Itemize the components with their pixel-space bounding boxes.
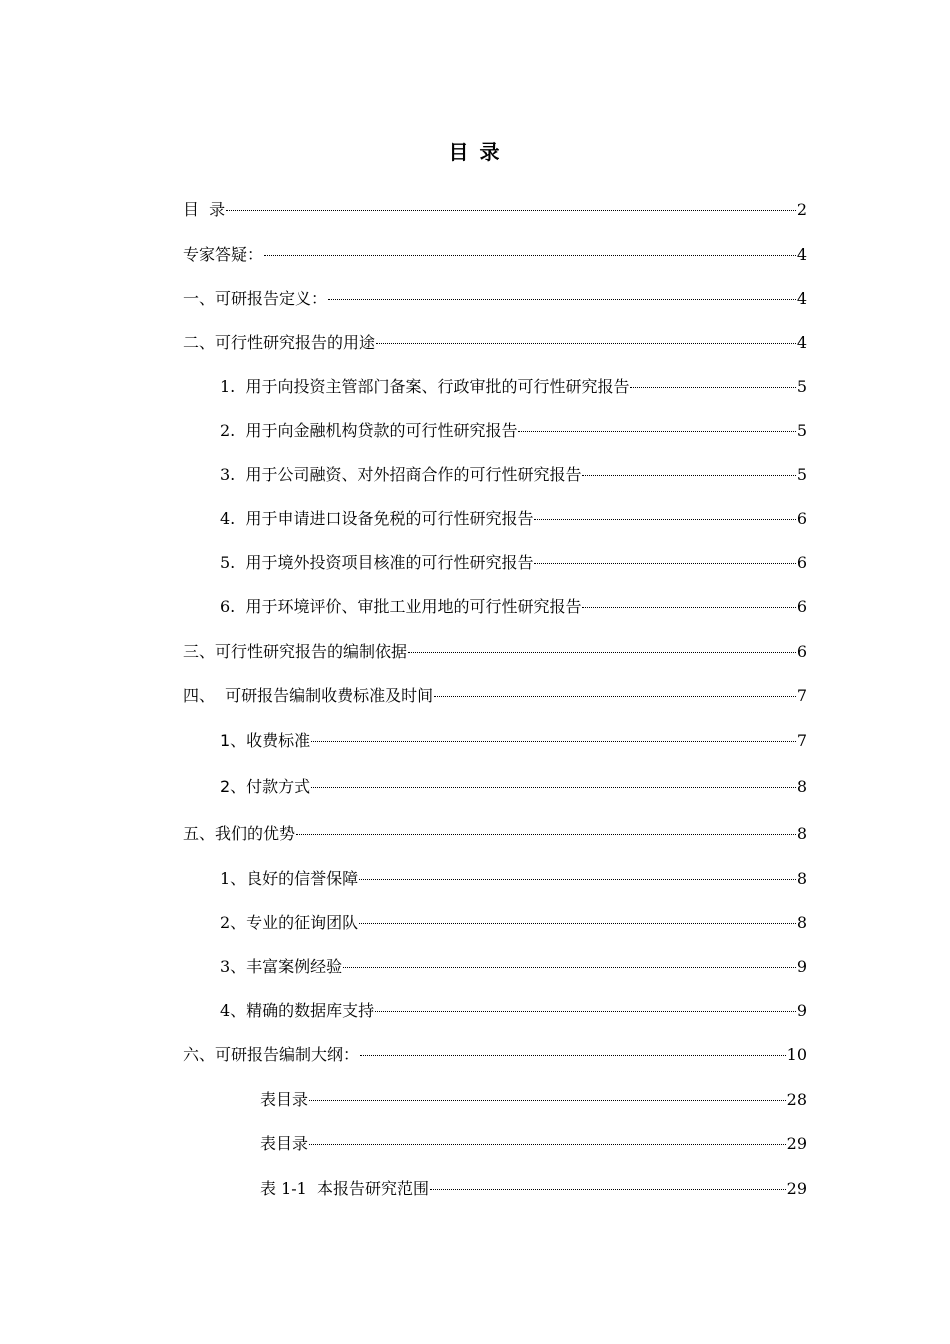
toc-entry-page: 7 [796,686,807,705]
toc-entry-label: 5. 用于境外投资项目核准的可行性研究报告 [220,553,534,572]
toc-entry[interactable] [183,684,807,708]
toc-leader-dots [518,431,795,432]
toc-entry-label: 4、精确的数据库支持 [220,1001,375,1020]
toc-leader-dots [360,1055,786,1056]
toc-entry-page: 5 [796,421,807,440]
toc-leader-dots [359,923,796,924]
toc-leader-dots [309,1144,786,1145]
toc-leader-dots [328,299,796,300]
toc-entry-label: 二、可行性研究报告的用途 [183,333,376,352]
toc-entry-page: 28 [786,1090,807,1109]
toc-entry-page: 6 [796,597,807,616]
toc-leader-dots [534,519,795,520]
toc-leader-dots [311,787,796,788]
toc-entry[interactable] [220,867,807,891]
toc-entry-page: 9 [796,1001,807,1020]
toc-entry-page: 8 [796,824,807,843]
toc-leader-dots [630,387,795,388]
toc-entry[interactable] [260,1088,807,1112]
toc-entry-page: 7 [796,731,807,750]
toc-entry-label: 五、我们的优势 [183,824,296,843]
toc-entry[interactable] [220,729,807,753]
toc-entry-label: 1、良好的信誉保障 [220,869,359,888]
toc-entry[interactable] [260,1132,807,1156]
toc-entry-page: 4 [796,289,807,308]
toc-entry-page: 5 [796,377,807,396]
toc-entry[interactable] [220,551,807,575]
toc-entry-label: 四、 可研报告编制收费标准及时间 [183,686,434,705]
toc-entry-label: 三、可行性研究报告的编制依据 [183,642,408,661]
toc-leader-dots [582,607,795,608]
toc-entry-label: 表 1-1 本报告研究范围 [260,1179,430,1198]
toc-entry[interactable] [220,775,807,799]
toc-entry[interactable] [183,287,807,311]
toc-leader-dots [434,696,796,697]
toc-entry[interactable] [220,955,807,979]
toc-leader-dots [343,967,796,968]
toc-entry-label: 目 录 [183,200,226,219]
toc-entry[interactable] [183,331,807,355]
toc-entry[interactable] [220,999,807,1023]
toc-entry-label: 1. 用于向投资主管部门备案、行政审批的可行性研究报告 [220,377,630,396]
toc-entry-label: 六、可研报告编制大纲： [183,1045,360,1064]
toc-leader-dots [226,210,796,211]
toc-entry[interactable] [183,198,807,222]
toc-leader-dots [430,1189,786,1190]
page-title: 目 录 [448,140,502,164]
toc-entry[interactable] [183,822,807,846]
toc-entry-label: 一、可研报告定义： [183,289,328,308]
toc-entry-page: 8 [796,913,807,932]
toc-entry[interactable] [220,595,807,619]
toc-leader-dots [264,255,796,256]
toc-entry[interactable] [220,375,807,399]
toc-entry-label: 3、丰富案例经验 [220,957,343,976]
toc-entry-label: 2. 用于向金融机构贷款的可行性研究报告 [220,421,518,440]
toc-leader-dots [375,1011,796,1012]
toc-entry-page: 2 [796,200,807,219]
toc-leader-dots [359,879,796,880]
toc-entry-label: 3. 用于公司融资、对外招商合作的可行性研究报告 [220,465,582,484]
toc-entry[interactable] [183,1043,807,1067]
toc-entry-page: 29 [786,1134,807,1153]
toc-entry-label: 2、付款方式 [220,777,311,796]
toc-entry-page: 29 [786,1179,807,1198]
toc-entry-page: 8 [796,777,807,796]
toc-entry-label: 6. 用于环境评价、审批工业用地的可行性研究报告 [220,597,582,616]
toc-entry-page: 4 [796,333,807,352]
toc-entry-page: 4 [796,245,807,264]
toc-entry[interactable] [220,507,807,531]
toc-entry[interactable] [220,911,807,935]
toc-entry-label: 表目录 [260,1134,309,1153]
toc-leader-dots [376,343,796,344]
toc-entry-page: 6 [796,642,807,661]
toc-leader-dots [296,834,796,835]
toc-entry-page: 6 [796,553,807,572]
toc-entry-label: 2、专业的征询团队 [220,913,359,932]
toc-entry-label: 表目录 [260,1090,309,1109]
toc-entry-page: 8 [796,869,807,888]
toc-entry-page: 10 [786,1045,807,1064]
toc-entry-page: 6 [796,509,807,528]
toc-entry-label: 专家答疑： [183,245,264,264]
toc-entry[interactable] [260,1177,807,1201]
toc-entry[interactable] [220,463,807,487]
toc-entry-label: 4. 用于申请进口设备免税的可行性研究报告 [220,509,534,528]
toc-leader-dots [311,741,796,742]
toc-leader-dots [408,652,796,653]
toc-leader-dots [309,1100,786,1101]
toc-entry-page: 5 [796,465,807,484]
toc-entry[interactable] [183,640,807,664]
toc-entry-page: 9 [796,957,807,976]
toc-leader-dots [582,475,795,476]
toc-entry[interactable] [220,419,807,443]
toc-entry-label: 1、收费标准 [220,731,311,750]
toc-entry[interactable] [183,243,807,267]
toc-leader-dots [534,563,795,564]
